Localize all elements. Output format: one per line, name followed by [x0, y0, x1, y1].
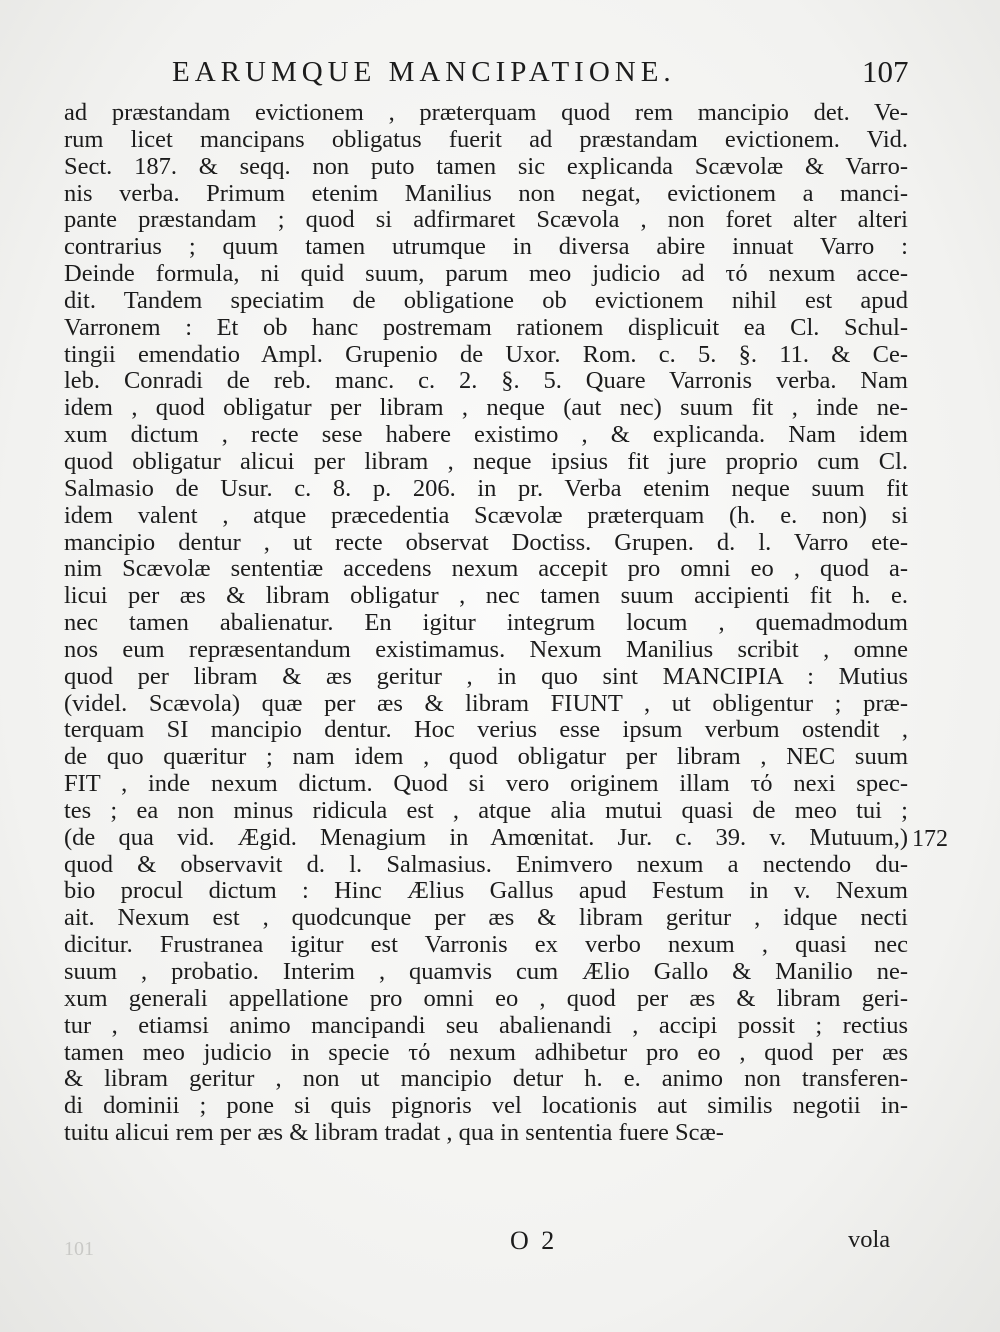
text-line: tes ; ea non minus ridicula est , atque alia mutui quasi de meo tui ; [64, 796, 908, 824]
text-line: ait. Nexum est , quodcunque per æs & libram geritur , idque necti [64, 904, 908, 932]
text-line: quod obligatur alicui per libram , neque ipsius fit jure proprio cum Cl. [64, 447, 908, 475]
text-line: tuitu alicui rem per æs & libram tradat , qua in sententia fuere Scæ- [64, 1119, 724, 1147]
text-line: Varronem : Et ob hanc postremam rationem displicuit ea Cl. Schul- [64, 313, 908, 341]
text-line: & libram geritur , non ut mancipio detur h. e. animo non transferen- [64, 1065, 908, 1093]
text-line: xum generali appellatione pro omni eo , quod per æs & libram geri- [64, 984, 908, 1012]
running-header [0, 52, 1000, 96]
text-line: terquam SI mancipio dentur. Hoc verius esse ipsum verbum ostendit , [64, 716, 908, 744]
text-line: Deinde formula, ni quid suum, parum meo judicio ad τό nexum acce- [64, 260, 908, 288]
text-line: FIT , inde nexum dictum. Quod si vero originem illam τό nexi spec- [64, 770, 908, 798]
text-line: di dominii ; pone si quis pignoris vel locationis aut similis negotii in- [64, 1092, 908, 1120]
text-line: nis verba. Primum etenim Manilius non negat, evictionem a manci- [64, 179, 908, 207]
text-line: xum dictum , recte sese habere existimo , & explicanda. Nam idem [64, 421, 908, 449]
text-line: tingii emendatio Ampl. Grupenio de Uxor. Rom. c. 5. §. 11. & Ce- [64, 340, 908, 368]
signature-mark: O 2 [510, 1226, 558, 1255]
text-line: leb. Conradi de reb. manc. c. 2. §. 5. Quare Varronis verba. Nam [64, 367, 908, 395]
catchword: vola [848, 1226, 891, 1253]
running-title: EARUMQUE MANCIPATIONE. [172, 56, 676, 88]
text-line: nec tamen abalienatur. En igitur integrum locum , quemadmodum [64, 609, 908, 637]
body-text [64, 100, 908, 1147]
margin-note: 172 [912, 826, 948, 852]
text-line: (videl. Scævola) quæ per æs & libram FIUNT , ut obligentur ; præ- [64, 689, 908, 717]
text-line: nim Scævolæ sententiæ accedens nexum accepit pro omni eo , quod a- [64, 555, 908, 583]
text-line: quod & observavit d. l. Salmasius. Enimvero nexum a nectendo du- [64, 850, 908, 878]
text-line: Sect. 187. & seqq. non puto tamen sic explicanda Scævolæ & Varro- [64, 152, 908, 180]
text-line: suum , probatio. Interim , quamvis cum Ælio Gallo & Manilio ne- [64, 958, 908, 985]
text-line: mancipio dentur , ut recte observat Doctiss. Grupen. d. l. Varro ete- [64, 528, 908, 556]
text-line: licui per æs & libram obligatur , nec tamen suum accipienti fit h. e. [64, 582, 908, 610]
text-line: dit. Tandem speciatim de obligatione ob evictionem nihil est apud [64, 286, 908, 314]
text-line: bio procul dictum : Hinc Ælius Gallus apud Festum in v. Nexum [64, 877, 908, 905]
text-line: rum licet mancipans obligatus fuerit ad præstandam evictionem. Vid. [64, 125, 908, 153]
text-line: de quo quæritur ; nam idem , quod obligatur per libram , NEC suum [64, 743, 908, 771]
page-number: 107 [862, 54, 909, 89]
text-line: nos eum repræsentandum existimamus. Nexum Manilius scribit , omne [64, 635, 908, 663]
text-line: pante præstandam ; quod si adfirmaret Scævola , non foret alter alteri [64, 206, 908, 234]
text-line: (de qua vid. Ægid. Menagium in Amœnitat. Jur. c. 39. v. Mutuum,) [64, 823, 908, 851]
text-line: idem valent , atque præcedentia Scævolæ præterquam (h. e. non) si [64, 501, 908, 529]
text-line: ad præstandam evictionem , præterquam quod rem mancipio det. Ve- [64, 99, 908, 126]
text-line: tur , etiamsi animo mancipandi seu abalienandi , accipi possit ; rectius [64, 1011, 908, 1039]
page-footer [0, 1226, 1000, 1260]
text-line: dicitur. Frustranea igitur est Varronis ex verbo nexum , quasi nec [64, 931, 908, 959]
text-line: tamen meo judicio in specie τό nexum adhibetur pro eo , quod per æs [64, 1038, 908, 1066]
text-line: idem , quod obligatur per libram , neque (aut nec) suum fit , inde ne- [64, 394, 908, 422]
bleed-through-text: 101 [64, 1238, 94, 1260]
text-line: quod per libram & æs geritur , in quo sint MANCIPIA : Mutius [64, 662, 908, 690]
text-line: contrarius ; quum tamen utrumque in diversa abire innuat Varro : [64, 233, 908, 261]
text-line: Salmasio de Usur. c. 8. p. 206. in pr. Verba etenim neque suum fit [64, 474, 908, 502]
